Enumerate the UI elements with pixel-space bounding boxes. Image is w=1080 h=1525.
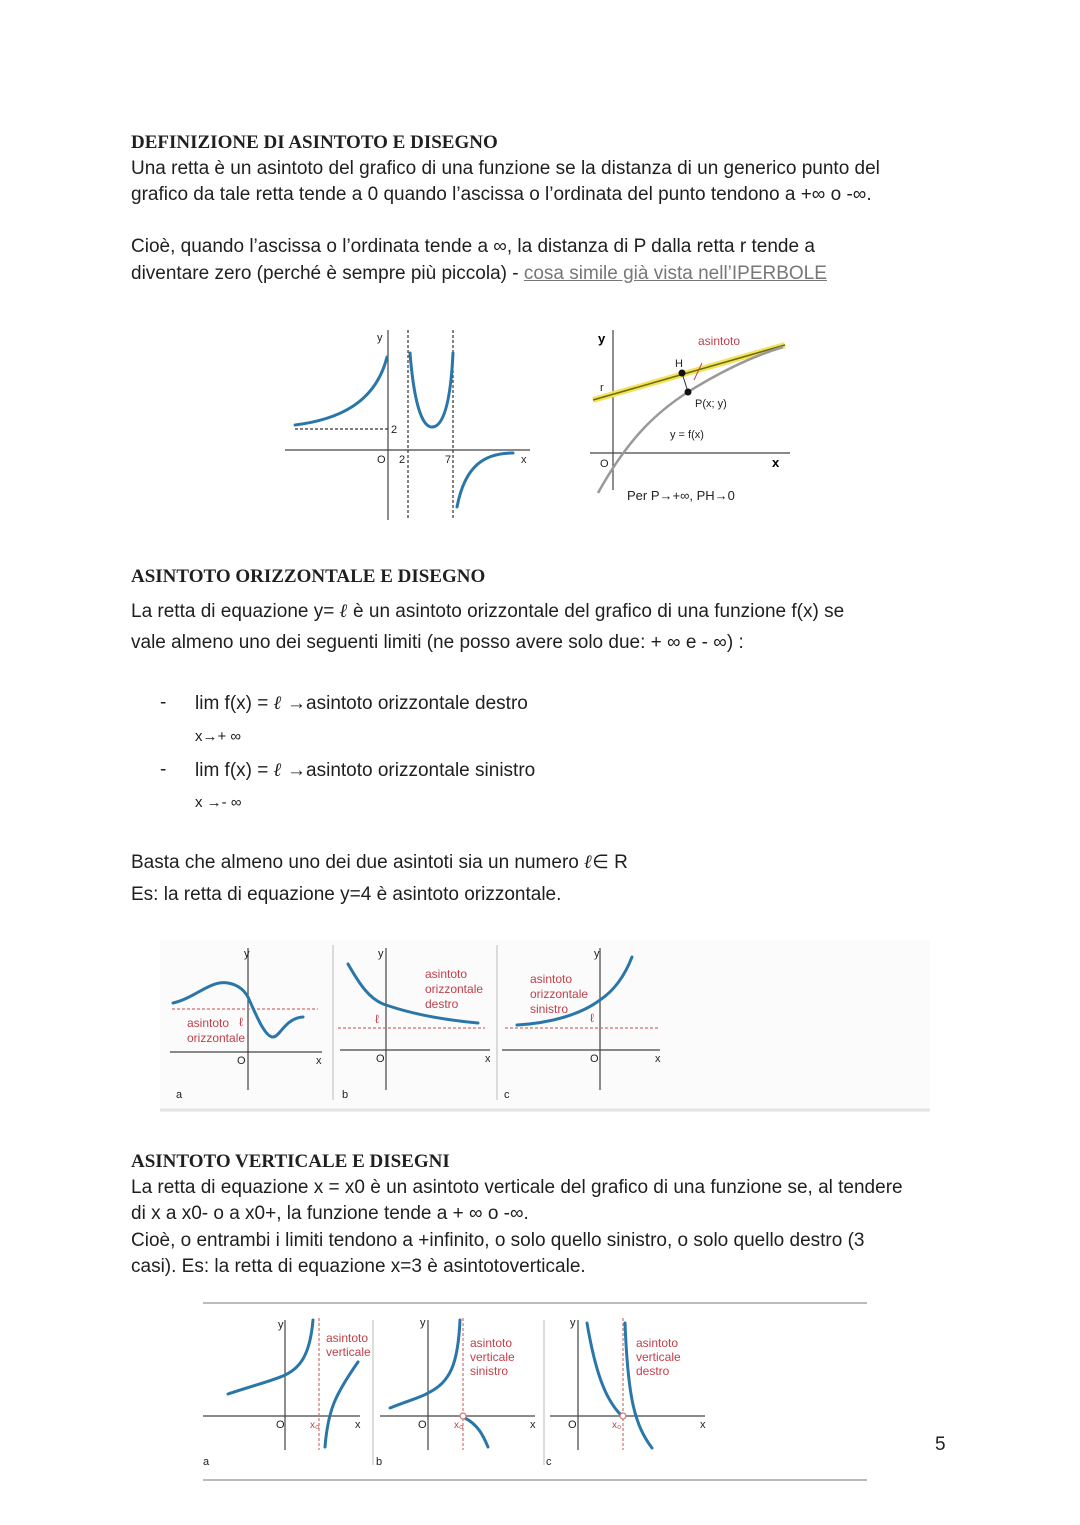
x-label: x — [485, 1053, 491, 1065]
y-label: y — [594, 948, 600, 960]
paragraph-line: di x a x0- o a x0+, la funzione tende a + ∞ o -∞. — [131, 1203, 529, 1224]
paragraph-line: grafico da tale retta tende a 0 quando l’ascissa o l’ordinata del punto tendono a +∞ o -∞. — [131, 184, 872, 205]
tick-label: 2 — [399, 454, 406, 466]
annotation: verticale — [326, 1345, 371, 1359]
ell-label: ℓ — [239, 1015, 243, 1029]
ell-symbol: ℓ — [339, 600, 348, 622]
x0-label: x₀ — [612, 1420, 622, 1431]
list-bullet: - — [160, 759, 167, 780]
panel-a — [203, 1318, 371, 1468]
text: →asintoto orizzontale destro — [281, 693, 528, 714]
asintoto-label: asintoto — [698, 334, 741, 348]
panel-letter: a — [203, 1456, 210, 1468]
panel-letter: b — [342, 1089, 349, 1101]
tick-label: 7 — [445, 454, 452, 466]
origin-label: O — [237, 1055, 246, 1067]
text: lim f(x) = — [195, 693, 274, 714]
p-label: P(x; y) — [695, 398, 727, 410]
y-label: y — [377, 332, 383, 344]
list-item — [195, 692, 528, 715]
annotation: sinistro — [470, 1364, 509, 1378]
y-label: y — [420, 1317, 426, 1329]
text: lim f(x) = — [195, 760, 274, 781]
text: Basta che almeno uno dei due asintoti sia un numero — [131, 852, 585, 873]
asymptote-graph-example — [285, 325, 535, 525]
function-label: y = f(x) — [670, 429, 704, 441]
annotation: asintoto — [470, 1336, 513, 1350]
panel-letter: b — [376, 1456, 383, 1468]
h-label: H — [675, 358, 683, 370]
paragraph-line — [131, 600, 844, 623]
y-label: y — [244, 948, 250, 960]
paragraph-line: La retta di equazione x = x0 è un asintoto verticale del grafico di una funzione se, al tendere — [131, 1177, 903, 1198]
x-label: x — [521, 454, 527, 466]
paragraph-line: vale almeno uno dei seguenti limiti (ne posso avere solo due: + ∞ e - ∞) : — [131, 632, 744, 653]
x-label: x — [772, 455, 780, 470]
annotation: asintoto — [636, 1336, 679, 1350]
x-label: x — [530, 1419, 536, 1431]
origin-label: O — [276, 1419, 285, 1431]
limit-subscript: x→+ ∞ — [195, 728, 242, 745]
x0-label: x₀ — [310, 1420, 320, 1431]
paragraph-line — [131, 851, 628, 874]
text: diventare zero (perché è sempre più piccola) - — [131, 263, 524, 284]
annotation: asintoto — [326, 1331, 369, 1345]
annotation: verticale — [636, 1350, 681, 1364]
x-label: x — [700, 1419, 706, 1431]
annotation: destro — [636, 1364, 670, 1378]
paragraph-line: Una retta è un asintoto del grafico di una funzione se la distanza di un generico punto del — [131, 158, 880, 179]
limit-subscript: x →- ∞ — [195, 794, 242, 811]
annotation: asintoto — [187, 1016, 230, 1030]
origin-label: O — [600, 458, 609, 470]
text: è un asintoto orizzontale del grafico di una funzione f(x) se — [347, 601, 845, 622]
y-label: y — [570, 1317, 576, 1329]
y-label: y — [278, 1319, 284, 1331]
asymptote-distance-diagram — [590, 325, 800, 510]
panel-letter: c — [504, 1089, 510, 1101]
iperbole-link[interactable]: cosa simile già vista nell’IPERBOLE — [523, 263, 827, 284]
ell-symbol: ℓ — [273, 692, 282, 714]
origin-label: O — [568, 1419, 577, 1431]
panel-b — [376, 1317, 536, 1468]
annotation: orizzontale — [530, 987, 589, 1001]
section-heading: DEFINIZIONE DI ASINTOTO E DISEGNO — [131, 132, 498, 153]
annotation: destro — [425, 997, 459, 1011]
panel-c — [546, 1317, 706, 1468]
ell-label: ℓ — [590, 1011, 594, 1025]
text: ∈ R — [592, 852, 628, 873]
y-label: y — [378, 948, 384, 960]
annotation: sinistro — [530, 1002, 569, 1016]
y-label: y — [598, 331, 606, 346]
x-label: x — [316, 1055, 322, 1067]
paragraph-line: casi). Es: la retta di equazione x=3 è asintotoverticale. — [131, 1256, 586, 1277]
annotation: verticale — [470, 1350, 515, 1364]
paragraph-line — [131, 263, 827, 285]
x-label: x — [355, 1419, 361, 1431]
paragraph-line: Cioè, quando l’ascissa o l’ordinata tende a ∞, la distanza di P dalla retta r tende a — [131, 236, 815, 257]
horizontal-asymptote-figures — [160, 940, 930, 1115]
vertical-asymptote-figures — [200, 1300, 870, 1490]
paragraph-line: Cioè, o entrambi i limiti tendono a +infinito, o solo quello sinistro, o solo quello destro (3 — [131, 1230, 865, 1251]
ell-symbol: ℓ — [273, 759, 282, 781]
ell-symbol: ℓ — [584, 851, 593, 873]
annotation: asintoto — [530, 972, 573, 986]
list-bullet: - — [160, 692, 167, 713]
annotation: orizzontale — [187, 1031, 246, 1045]
ell-label: ℓ — [375, 1012, 379, 1026]
annotation: asintoto — [425, 967, 468, 981]
text: →asintoto orizzontale sinistro — [281, 760, 536, 781]
panel-letter: c — [546, 1456, 552, 1468]
section-heading: ASINTOTO VERTICALE E DISEGNI — [131, 1151, 450, 1172]
x-label: x — [655, 1053, 661, 1065]
annotation: orizzontale — [425, 982, 484, 996]
x0-label: x₀ — [454, 1420, 464, 1431]
panel-letter: a — [176, 1089, 183, 1101]
r-label: r — [600, 382, 604, 394]
section-heading: ASINTOTO ORIZZONTALE E DISEGNO — [131, 566, 486, 587]
origin-label: O — [377, 454, 386, 466]
caption: Per P→+∞, PH→0 — [627, 488, 735, 503]
origin-label: O — [376, 1053, 385, 1065]
text: La retta di equazione y= — [131, 601, 340, 622]
list-item — [195, 759, 535, 782]
origin-label: O — [418, 1419, 427, 1431]
page-number: 5 — [935, 1434, 946, 1455]
tick-label: 2 — [391, 424, 398, 436]
paragraph-line: Es: la retta di equazione y=4 è asintoto orizzontale. — [131, 884, 562, 905]
origin-label: O — [590, 1053, 599, 1065]
